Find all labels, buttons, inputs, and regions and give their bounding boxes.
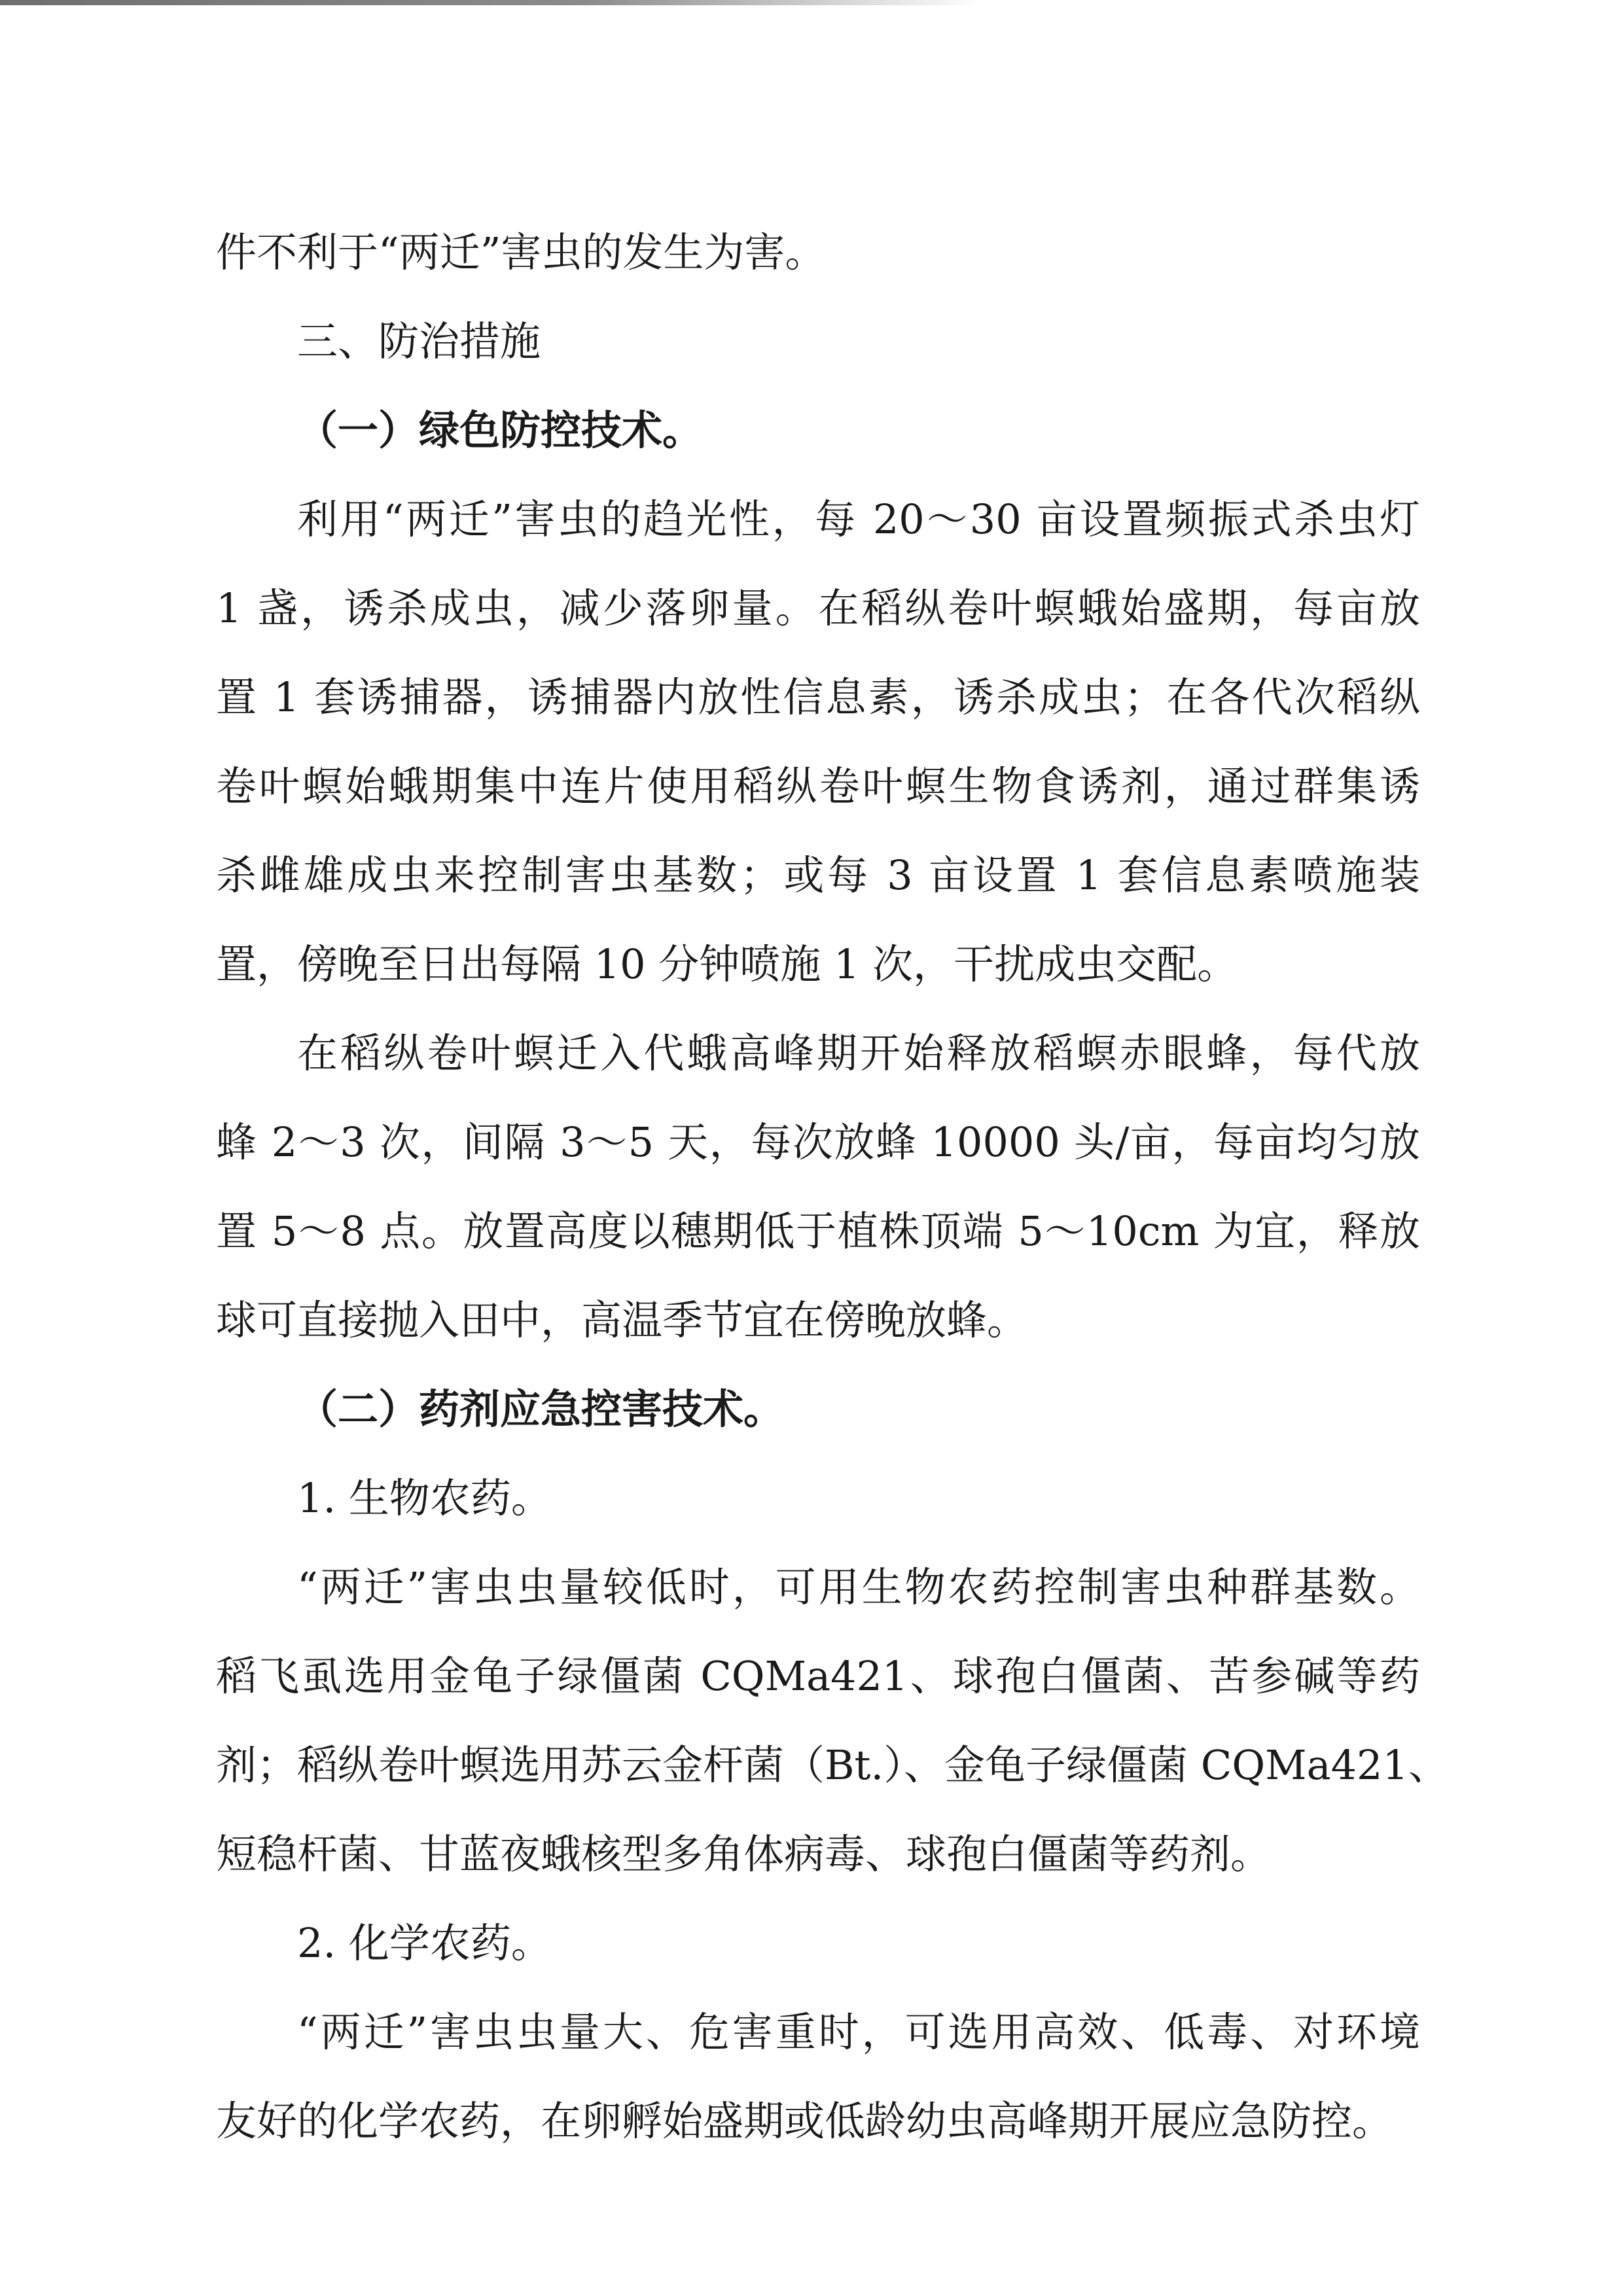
paragraph-line: 利用“两迁”害虫的趋光性，每 20～30 亩设置频振式杀虫灯 <box>297 495 1420 543</box>
paragraph-line: 置，傍晚至日出每隔 10 分钟喷施 1 次，干扰成虫交配。 <box>216 940 1238 988</box>
document-body <box>216 208 1449 2166</box>
paragraph-line: 1 盏，诱杀成虫，减少落卵量。在稻纵卷叶螟蛾始盛期，每亩放 <box>216 584 1420 632</box>
paragraph-line: 球可直接抛入田中，高温季节宜在傍晚放蜂。 <box>216 1296 1028 1344</box>
paragraph-line: 剂；稻纵卷叶螟选用苏云金杆菌（Bt.）、金龟子绿僵菌 CQMa421、 <box>216 1741 1449 1789</box>
paragraph-line: 在稻纵卷叶螟迁入代蛾高峰期开始释放稻螟赤眼蜂，每代放 <box>297 1029 1420 1077</box>
list-item-chemical-pesticide: 2. 化学农药。 <box>297 1919 552 1967</box>
paragraph-line: 蜂 2～3 次，间隔 3～5 天，每次放蜂 10000 头/亩，每亩均匀放 <box>216 1118 1420 1166</box>
subheading-green-control: （一）绿色防控技术。 <box>297 406 704 454</box>
scan-edge-mark <box>0 0 982 5</box>
paragraph-line-continuation: 件不利于“两迁”害虫的发生为害。 <box>216 228 826 276</box>
paragraph-line: “两迁”害虫虫量大、危害重时，可选用高效、低毒、对环境 <box>297 2008 1420 2056</box>
section-heading-prevention-measures: 三、防治措施 <box>297 317 541 365</box>
subheading-emergency-pesticide: （二）药剂应急控害技术。 <box>297 1385 785 1433</box>
paragraph-line: 稻飞虱选用金龟子绿僵菌 CQMa421、球孢白僵菌、苦参碱等药 <box>216 1652 1420 1700</box>
list-item-biological-pesticide: 1. 生物农药。 <box>297 1474 552 1522</box>
paragraph-line: 置 5～8 点。放置高度以穗期低于植株顶端 5～10cm 为宜，释放 <box>216 1207 1420 1255</box>
paragraph-line: “两迁”害虫虫量较低时，可用生物农药控制害虫种群基数。 <box>297 1563 1420 1611</box>
paragraph-line: 短稳杆菌、甘蓝夜蛾核型多角体病毒、球孢白僵菌等药剂。 <box>216 1830 1272 1878</box>
paragraph-line: 卷叶螟始蛾期集中连片使用稻纵卷叶螟生物食诱剂，通过群集诱 <box>216 762 1420 810</box>
paragraph-line: 置 1 套诱捕器，诱捕器内放性信息素，诱杀成虫；在各代次稻纵 <box>216 673 1420 721</box>
paragraph-line: 杀雌雄成虫来控制害虫基数；或每 3 亩设置 1 套信息素喷施装 <box>216 851 1420 899</box>
paragraph-line: 友好的化学农药，在卵孵始盛期或低龄幼虫高峰期开展应急防控。 <box>216 2097 1393 2145</box>
